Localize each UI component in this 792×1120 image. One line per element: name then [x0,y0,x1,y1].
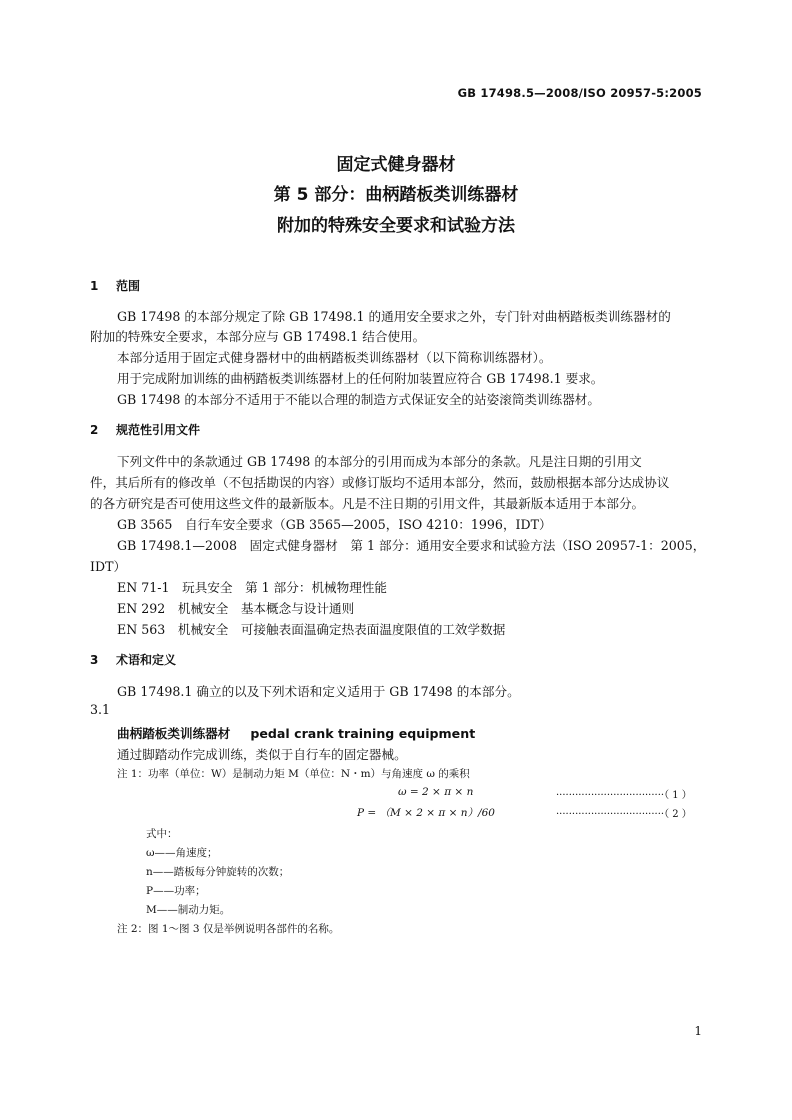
variable-omega: ω——角速度； [146,847,218,859]
scope-paragraph-1-cont: 附加的特殊安全要求，本部分应与 GB 17498.1 结合使用。 [90,329,426,344]
term-definition: 通过脚踏动作完成训练，类似于自行车的固定器械。 [117,747,407,762]
formula-2: P = （M × 2 × π × n）/60 [357,807,495,819]
where-label: 式中： [146,828,178,840]
section-title: 规范性引用文件 [116,423,201,437]
refs-intro-line-1: 下列文件中的条款通过 GB 17498 的本部分的引用而成为本部分的条款。凡是注日期的引用文 [117,454,642,469]
term-number: 3.1 [90,702,111,717]
ref-gb3565: GB 3565 自行车安全要求（GB 3565—2005，ISO 4210：1996，IDT） [117,517,552,532]
section-1-heading [90,277,140,294]
ref-en292: EN 292 机械安全 基本概念与设计通则 [117,601,355,616]
formula-1: ω = 2 × π × n [398,786,474,798]
refs-intro-line-2: 件，其后所有的修改单（不包括勘误的内容）或修订版均不适用本部分，然而，鼓励根据本部分达成协议 [90,475,670,490]
ref-gb17498-1-cont: IDT） [90,559,127,574]
terms-intro: GB 17498.1 确立的以及下列术语和定义适用于 GB 17498 的本部分。 [117,684,520,699]
note-2: 注 2：图 1～图 3 仅是举例说明各部件的名称。 [117,923,340,935]
section-title: 范围 [116,279,141,293]
variable-m: M——制动力矩。 [146,904,231,916]
scope-paragraph-2: 本部分适用于固定式健身器材中的曲柄踏板类训练器材（以下简称训练器材）。 [117,350,552,365]
page-number: 1 [694,1024,702,1038]
scope-paragraph-3: 用于完成附加训练的曲柄踏板类训练器材上的任何附加装置应符合 GB 17498.1 要求。 [117,371,604,386]
term-english: pedal crank training equipment [250,726,476,741]
section-3-heading [90,651,176,668]
formula-1-number: ··································（ 1 ） [556,790,692,801]
title-line-1: 固定式健身器材 [336,155,456,175]
section-title: 术语和定义 [116,653,177,667]
ref-gb17498-1: GB 17498.1—2008 固定式健身器材 第 1 部分：通用安全要求和试验方法（ISO 20957-1：2005， [117,538,706,553]
section-number: 1 [90,279,99,293]
section-number: 3 [90,653,99,667]
refs-intro-line-3: 的各方研究是否可使用这些文件的最新版本。凡是不注日期的引用文件，其最新版本适用于本部分。 [90,496,645,511]
ref-en563: EN 563 机械安全 可接触表面温确定热表面温度限值的工效学数据 [117,622,506,637]
title-line-2: 第 5 部分：曲柄踏板类训练器材 [273,185,519,205]
standard-code-header: GB 17498.5—2008/ISO 20957-5:2005 [457,86,702,100]
section-number: 2 [90,423,99,437]
scope-paragraph-1: GB 17498 的本部分规定了除 GB 17498.1 的通用安全要求之外，专门针对曲柄踏板类训练器材的 [117,309,671,324]
formula-2-number: ··································（ 2 ） [556,809,692,820]
term-heading [117,723,475,742]
section-2-heading [90,421,200,438]
scope-paragraph-4: GB 17498 的本部分不适用于不能以合理的制造方式保证安全的站姿滚筒类训练器材。 [117,392,600,407]
note-1: 注 1：功率（单位：W）是制动力矩 M（单位：N・m）与角速度 ω 的乘积 [117,768,470,780]
variable-n: n——踏板每分钟旋转的次数； [146,866,290,878]
ref-en71-1: EN 71-1 玩具安全 第 1 部分：机械物理性能 [117,580,388,595]
variable-p: P——功率； [146,885,206,897]
term-chinese: 曲柄踏板类训练器材 [117,726,231,741]
title-line-3: 附加的特殊安全要求和试验方法 [277,216,515,236]
